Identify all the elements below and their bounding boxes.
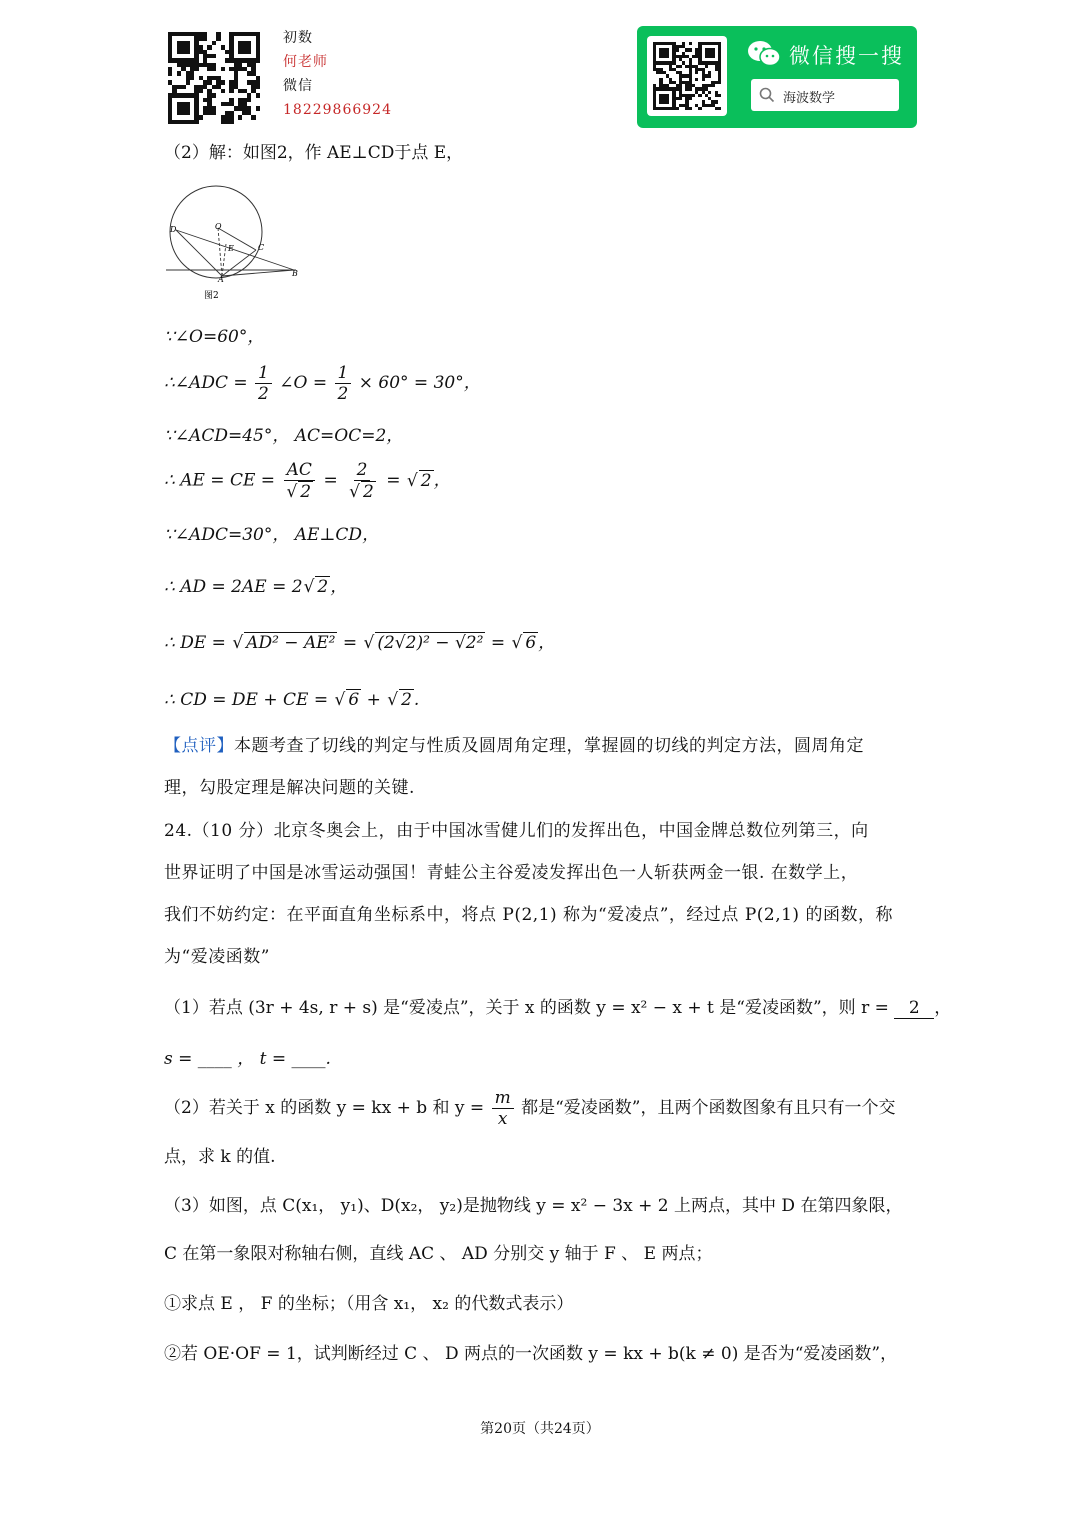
radical-icon: √ xyxy=(363,633,375,653)
step-8: ∴ CD = DE + CE = √ 6 + √ 2 . xyxy=(164,690,420,710)
wechat-qr-code xyxy=(647,36,727,116)
wechat-search-box[interactable] xyxy=(751,79,899,111)
question-1-line-1: （1）若点 (3r + 4s, r + s) 是“爱凌点”，关于 x 的函数 y = x² − x + t 是“爱凌函数”，则 r = 2 ， xyxy=(164,998,952,1018)
wechat-search-title: 微信搜一搜 xyxy=(789,44,904,68)
radical-icon: √ xyxy=(511,633,523,653)
segment-ab xyxy=(222,270,294,276)
step-4-eq: = xyxy=(323,470,338,491)
question-2-line-2: 点，求 k 的值. xyxy=(164,1147,276,1167)
fraction-m-over-x: $\frac{m}{x}$ xyxy=(492,1088,514,1129)
radical-icon: √ xyxy=(286,482,298,502)
step-2 xyxy=(164,363,481,404)
review-tag: 【点评】 xyxy=(164,736,234,756)
radical-icon: √ xyxy=(387,690,399,710)
label-c: C xyxy=(258,243,265,252)
review-section xyxy=(164,725,920,809)
question-2-line-1: （2）若关于 x 的函数 y = kx + b 和 y = $\frac{m}{x}$ 都是“爱凌函数”，且两个函数图象有且只有一个交 xyxy=(164,1088,896,1129)
qr-code-icon xyxy=(168,32,260,124)
radical-icon: √ xyxy=(334,690,346,710)
problem-24-stem xyxy=(164,810,920,978)
label-o: O xyxy=(215,222,222,231)
radical-icon: √ xyxy=(303,577,315,597)
step-4: ∴ AE = CE = $\frac{AC}{√ 2}$ = $\frac{2}{√ 2}$ = √ 2 ， xyxy=(164,460,451,502)
contact-line-subject: 初数 xyxy=(283,30,313,46)
contact-info xyxy=(283,26,392,122)
fraction-2-over-root2: $\frac{2}{√ 2}$ xyxy=(349,460,374,502)
label-b: B xyxy=(292,269,298,278)
step-6: ∴ AD = 2AE = 2√ 2 ， xyxy=(164,577,348,597)
problem-24-line-1: 24.（10 分）北京冬奥会上，由于中国冰雪健儿们的发挥出色，中国金牌总数位列第三，向 xyxy=(164,821,869,841)
solution-intro: （2）解：如图2，作 AE⊥CD于点 E， xyxy=(164,143,464,163)
review-line-1: 【点评】本题考查了切线的判定与性质及圆周角定理，掌握圆的切线的判定方法，圆周角定 xyxy=(164,736,864,756)
contact-line-wechat: 微信 xyxy=(283,78,313,94)
segment-da xyxy=(176,230,222,276)
contact-line-teacher: 何老师 xyxy=(283,54,328,70)
answer-t-blank[interactable]: ____ xyxy=(291,1049,326,1069)
circle-o xyxy=(170,186,265,278)
step-7: ∴ DE = √ AD² − AE² = √ (2√2)² − √2² = √ 6 ， xyxy=(164,633,556,653)
problem-24-line-2: 世界证明了中国是冰雪运动强国！青蛙公主谷爱凌发挥出色一人斩获两金一银. 在数学上， xyxy=(164,863,859,883)
contact-qr-code xyxy=(168,32,260,124)
wechat-search-text: 海波数学 xyxy=(783,91,836,106)
radical-icon: √ xyxy=(349,482,361,502)
fraction-half-2: $\frac{1}{2}$ xyxy=(335,363,352,404)
fraction-ac-over-root2: $\frac{AC}{√ 2}$ xyxy=(282,460,316,502)
step-2-mid: ∠O = xyxy=(279,373,328,393)
label-d: D xyxy=(170,225,177,234)
answer-r-blank[interactable]: 2 xyxy=(894,998,934,1019)
wechat-search-card[interactable] xyxy=(637,26,917,128)
label-a: A xyxy=(218,275,224,284)
question-1-line-2: s = ____ ， t = ____. xyxy=(164,1049,331,1069)
answer-s-blank[interactable]: ____ xyxy=(197,1049,232,1069)
step-4-pre: ∴ AE = CE = xyxy=(164,470,276,491)
problem-24-line-4: 为“爱凌函数” xyxy=(164,947,270,967)
step-4-root-value: 2 xyxy=(420,470,432,491)
radical-icon: √ xyxy=(232,633,244,653)
label-e: E xyxy=(228,244,234,253)
problem-24-line-3: 我们不妨约定：在平面直角坐标系中，将点 P(2,1) 称为“爱凌点”，经过点 P(2,1) 的函数，称 xyxy=(164,905,893,925)
segment-oc xyxy=(218,228,256,250)
step-2-pre: ∴∠ADC = xyxy=(164,373,248,393)
step-3: ∵∠ACD=45°， AC=OC=2， xyxy=(164,426,404,446)
search-icon xyxy=(759,87,775,103)
qr-code-icon xyxy=(647,36,727,116)
wechat-logo-icon xyxy=(747,40,781,68)
step-4-end-eq: = xyxy=(386,470,401,491)
contact-line-phone: 18229866924 xyxy=(283,102,392,118)
step-5: ∵∠ADC=30°， AE⊥CD， xyxy=(164,525,380,545)
step-2-end: × 60° = 30°， xyxy=(358,373,481,393)
fraction-half: $\frac{1}{2}$ xyxy=(255,363,272,404)
review-line-2: 理，勾股定理是解决问题的关键. xyxy=(164,778,415,798)
question-3-line-1: （3）如图，点 C(x₁， y₁)、D(x₂， y₂)是抛物线 y = x² − 3x + 2 上两点，其中 D 在第四象限， xyxy=(164,1196,903,1216)
figure-2-diagram xyxy=(160,182,310,304)
question-3-sub-2: ②若 OE·OF = 1，试判断经过 C 、 D 两点的一次函数 y = kx + b(k ≠ 0) 是否为“爱凌函数”， xyxy=(164,1344,898,1364)
radical-icon: √ xyxy=(406,470,418,491)
question-3-sub-1: ①求点 E ， F 的坐标；（用含 x₁， x₂ 的代数式表示） xyxy=(164,1294,574,1314)
question-3-line-2: C 在第一象限对称轴右侧，直线 AC 、 AD 分别交 y 轴于 F 、 E 两点； xyxy=(164,1244,713,1264)
step-1: ∵∠O=60°， xyxy=(164,327,265,347)
segment-db xyxy=(176,230,294,270)
page-number: 第20页（共24页） xyxy=(480,1421,600,1437)
segment-oa xyxy=(218,228,222,276)
segment-ae xyxy=(222,244,226,276)
figure-caption: 图2 xyxy=(204,291,219,301)
